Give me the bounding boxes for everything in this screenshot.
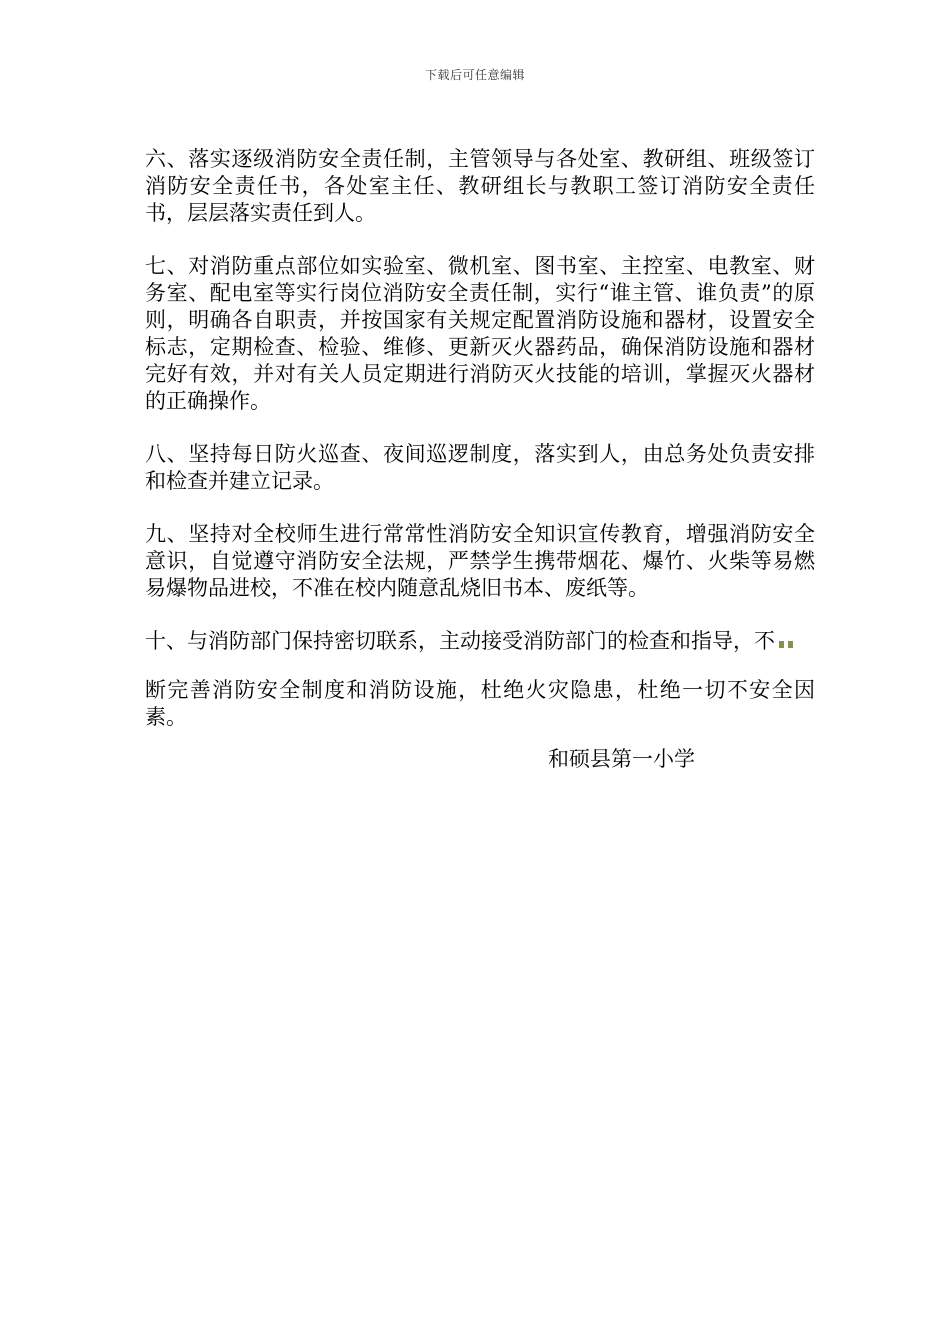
artifact-mark — [788, 641, 793, 648]
paragraph-10-text: 十、与消防部门保持密切联系，主动接受消防部门的检查和指导，不 — [145, 629, 775, 653]
artifact-marks — [775, 628, 793, 655]
paragraph-7: 七、对消防重点部位如实验室、微机室、图书室、主控室、电教室、财务室、配电室等实行岗位消防安全责任制，实行“谁主管、谁负责”的原则，明确各自职责，并按国家有关规定配置消防设施和器材，设置安全标志，定期检查、检验、维修、更新灭火器药品，确保消防设施和器材完好有效，并对有关人员定期进行消防灭火技能的培训，掌握灭火器材的正确操作。 — [145, 254, 815, 413]
page-header-note: 下载后可任意编辑 — [424, 68, 525, 82]
document-body — [145, 146, 815, 757]
signature-school-name: 和硕县第一小学 — [548, 747, 695, 771]
paragraph-9: 九、坚持对全校师生进行常常性消防安全知识宣传教育，增强消防安全意识，自觉遵守消防安全法规，严禁学生携带烟花、爆竹、火柴等易燃易爆物品进校，不准在校内随意乱烧旧书本、废纸等。 — [145, 522, 815, 600]
paragraph-8: 八、坚持每日防火巡查、夜间巡逻制度，落实到人，由总务处负责安排和检查并建立记录。 — [145, 442, 815, 493]
paragraph-10 — [145, 628, 815, 655]
artifact-mark — [779, 641, 784, 648]
paragraph-10-continued: 断完善消防安全制度和消防设施，杜绝火灾隐患，杜绝一切不安全因素。 — [145, 678, 815, 729]
paragraph-6: 六、落实逐级消防安全责任制，主管领导与各处室、教研组、班级签订消防安全责任书，各处室主任、教研组长与教职工签订消防安全责任书，层层落实责任到人。 — [145, 147, 815, 225]
